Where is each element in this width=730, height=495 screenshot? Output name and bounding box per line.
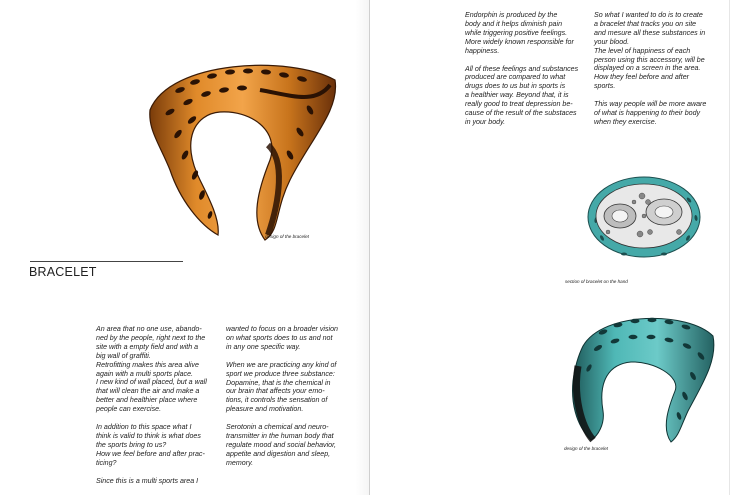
teal-bracelet-image [553,306,723,446]
paragraph: When we are practicing any kind of sport we produce three substance: Dopamine, that is the chemical in our brain that affects your emo- tions, it controls the sensation of pleasure and motivation. [226,360,337,414]
page-title: BRACELET [29,265,97,279]
paragraph: All of these feelings and substances produced are compared to what drugs does to us but in sports is a healthier way. Beyond that, it is really good to treat depression be- cause of the result of the substaces in your body. [465,64,579,126]
paragraph: This way people will be more aware of what is happening to their body when they exercise. [594,100,707,126]
section-caption: section of bracelet on the hand [565,279,628,284]
gutter-shadow [355,0,369,495]
paragraph: wanted to focus on a broader vision on what sports does to us and not in any one specific way. [226,325,338,351]
right-text-column-1 [465,11,593,136]
right-text-column-2 [594,11,722,136]
left-text-column-1 [96,325,224,495]
paragraph: Serotonin a chemical and neuro- transmitter in the human body that regulate mood and social behavior, appetite and digestion and sleep, memory. [226,423,337,467]
orange-bracelet-caption: design of the bracelet [265,234,309,239]
left-text-column-2 [226,325,356,477]
teal-bracelet-caption: design of the bracelet [564,446,608,451]
orange-bracelet-image [140,50,345,250]
paragraph: Endorphin is produced by the body and it helps diminish pain while triggering positive feelings. More widely known responsible for happiness. [465,11,574,55]
paragraph: Since this is a multi sports area I [96,476,199,485]
paragraph: So what I wanted to do is to create a bracelet that tracks you on site and mesure all these substances in your blood. The level of happiness of each person using this accessory, will be displayed on a screen in the area. How they feel before and after sports. [594,11,706,91]
paragraph: An area that no one use, abando- ned by the people, right next to the site with a empty field and with a big wall of graffiti. Retrofitting makes this area alive again with a multi sports place. I new kind of wall placed, but a wall that will clean the air and make a better and healthier place where people can exercise. [96,325,207,414]
page-gutter [369,0,370,495]
paragraph: In addition to this space what I think is valid to think is what does the sports bring to us? How we feel before and after prac- ticing? [96,423,205,467]
bracelet-section-image [584,172,706,264]
title-rule [30,261,183,262]
